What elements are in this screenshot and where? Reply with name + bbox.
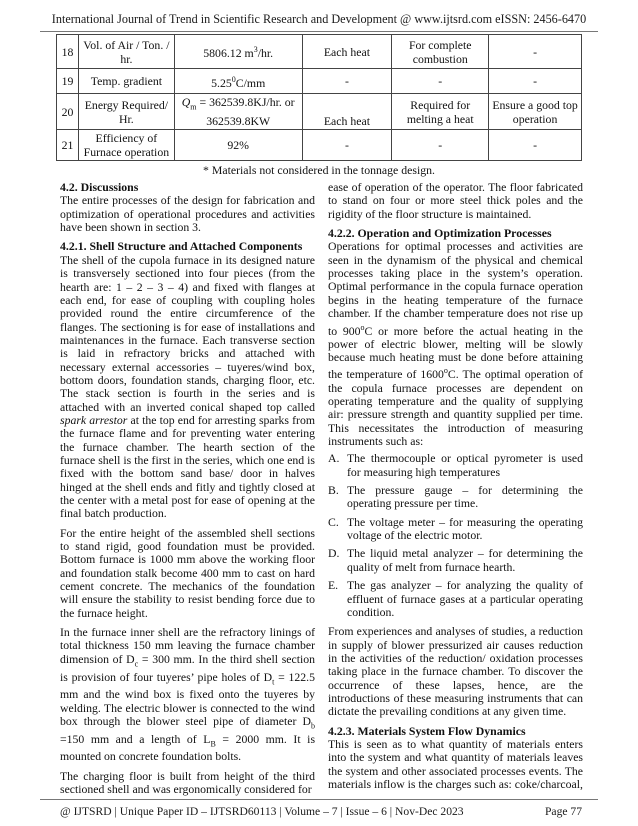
remark-cell: Required for melting a heat (392, 94, 489, 130)
value-superscript: 3 (253, 45, 258, 55)
section-heading-4-2-2: 4.2.2. Operation and Optimization Processes (328, 226, 552, 241)
list-item (328, 516, 583, 543)
section-heading-4-2-3: 4.2.3. Materials System Flow Dynamics (328, 723, 526, 738)
superscript: o (360, 322, 365, 332)
text-run: The shell of the cupola furnace in its designed nature is transversely sectioned into four pieces (from the hearth are: 1 – 2 – 3 – 4) and fixed with flanges at each end, for ease of coupling with coupling holes provided round the entire circumference of the flanges. The sectioning is for ease of installations and maintenances in the furnace. Each transverse section is laid in refractory bricks and attached with necessary external accessories – tuyeres/wind box, bottom doors, foundation stands, charging floor, etc. The stack section is fourth in the series and is attached with an inverted conical shaped top called (60, 253, 315, 414)
capacity-cell: Each heat (302, 35, 392, 69)
parameter-cell: Vol. of Air / Ton. / hr. (78, 35, 174, 69)
suggestion-cell: - (489, 35, 582, 69)
left-column (60, 181, 315, 802)
list-item (328, 547, 583, 574)
value-cell (174, 35, 302, 69)
value-cell: 92% (174, 130, 302, 161)
value-text: 5.25 (211, 75, 232, 90)
header-rule (40, 31, 598, 32)
section-heading-4-2: 4.2. Discussions (60, 180, 139, 194)
text-run: C. The optimal operation of the copula furnace processes are dependent on operating temperature and the quality of supplying air: pressure strength and quantity supplied per time. This necessitates the introduction of measuring instruments such as: (328, 368, 584, 449)
value-unit: /hr. (257, 45, 274, 60)
parameter-cell: Energy Required/ Hr. (78, 94, 174, 130)
table-row (57, 35, 582, 69)
list-item (328, 579, 583, 619)
text-run: =150 mm and a length of L (60, 732, 211, 746)
page-footer (60, 805, 582, 818)
paragraph (60, 626, 315, 763)
suggestion-cell: Ensure a good top operation (489, 94, 582, 130)
italic-term: spark arrestor (60, 413, 128, 427)
value-cell (174, 94, 302, 130)
table-footnote: * Materials not considered in the tonnage design. (203, 163, 435, 177)
paragraph: From experiences and analyses of studies, a reduction in supply of blower pressurized air causes reduction in the activities of the reduction/ oxidation processes taking place in the furnace chamber. To discover the occurrence of these lapses, hence, are the introductions of these measuring instruments that can dictate the prevailing conditions at any given time. (328, 625, 583, 719)
list-text: The voltage meter – for measuring the operating voltage of the electric motor. (347, 515, 583, 543)
value-unit: C/mm (235, 75, 266, 90)
superscript: o (443, 366, 448, 376)
text-run: = 2000 mm. It is mounted on concrete foundation bolts. (60, 732, 316, 764)
list-marker: E. (328, 579, 339, 593)
text-run: = 300 mm. In the third shell section is provision of four tuyeres’ pipe holes of D (60, 652, 316, 684)
suggestion-cell: - (489, 130, 582, 161)
value-superscript: 0 (231, 74, 236, 84)
footer-info: @ IJTSRD | Unique Paper ID – IJTSRD60113 | Volume – 7 | Issue – 6 | Nov-Dec 2023 (60, 805, 464, 818)
list-marker: A. (328, 452, 340, 466)
list-marker: B. (328, 484, 339, 498)
paragraph: This is seen as to what quantity of materials enters into the system and what quantity of materials leaves the system and other associated processes events. The materials inflow is the charges such as: coke/charcoal, (328, 738, 583, 792)
table-row (57, 130, 582, 161)
value-text: 5806.12 m (203, 45, 254, 60)
list-text: The liquid metal analyzer – for determining the quality of melt from furnace hearth. (347, 547, 583, 574)
capacity-cell: - (302, 69, 392, 94)
page-number: Page 77 (544, 805, 582, 818)
right-column (328, 181, 583, 797)
capacity-cell: - (302, 130, 392, 161)
value-text: = 362539.8KJ/hr. or (196, 95, 295, 109)
text-run: C or more before the actual heating in the power of electric blower, melting will be slowly because much heating must be done before attaining the temperature of 1600 (328, 324, 583, 382)
list-item (328, 452, 583, 479)
parameter-cell: Efficiency of Furnace operation (78, 130, 174, 161)
row-number: 20 (57, 94, 79, 130)
list-text: The gas analyzer – for analyzing the quality of effluent of furnace gases at a particular operating condition. (347, 579, 583, 619)
paragraph: ease of operation of the operator. The floor fabricated to stand on four or more steel thick poles and the rigidity of the floor structure is maintained. (328, 181, 583, 221)
row-number: 18 (57, 35, 79, 69)
paragraph (60, 254, 315, 521)
row-number: 21 (57, 130, 79, 161)
row-number: 19 (57, 69, 79, 94)
table-row (57, 94, 582, 130)
remark-cell: - (392, 130, 489, 161)
text-run: = 122.5 mm and the wind box is fixed onto the tuyeres by welding. The electric blower is connected to the wind box through the blower steel pipe of diameter D (60, 670, 315, 728)
parameters-table (56, 34, 582, 161)
remark-cell: For complete combustion (392, 35, 489, 69)
subscript: b (311, 721, 315, 731)
list-marker: D. (328, 547, 340, 561)
subscript: t (272, 676, 275, 686)
value-cell (174, 69, 302, 94)
value-subscript: m (190, 102, 197, 112)
list-marker: C. (328, 515, 339, 529)
paragraph: For the entire height of the assembled shell sections to stand rigid, good foundation must be provided. Bottom furnace is 1000 mm above the working floor and foundation stalk become 400 mm to cast on hard cement concrete. The mechanics of the foundation will ensure the stability to resist bending force due to the furnace height. (60, 526, 315, 620)
footer-rule (40, 799, 598, 800)
subscript: B (210, 738, 216, 748)
list-text: The thermocouple or optical pyrometer is used for measuring high temperatures (347, 452, 583, 479)
instrument-list (328, 452, 583, 619)
list-item (328, 484, 583, 511)
value-text-line2: 362539.8KW (206, 114, 271, 129)
remark-cell: - (392, 69, 489, 94)
capacity-cell: Each heat (302, 94, 392, 130)
text-run: Operations for optimal processes and activities are seen in the dynamism of the physical and chemical processes taking place in the system’s operation. Optimal performance in the copula furnace operation begins in the heating temperature of the furnace chamber. If the chamber temperature does not rise up to 900 (328, 240, 583, 338)
subscript: c (134, 659, 139, 669)
paragraph: The entire processes of the design for fabrication and optimization of operational procedures and activities have been shown in section 3. (60, 194, 315, 235)
suggestion-cell: - (489, 69, 582, 94)
list-text: The pressure gauge – for determining the operating pressure per time. (347, 484, 583, 511)
journal-header: International Journal of Trend in Scientific Research and Development @ www.ijtsrd.com eISSN: 2456-6470 (51, 12, 587, 26)
text-run: at the top end for arresting sparks from the furnace flame and for preventing water entering the furnace chamber. The hearth section of the furnace shell is the first in the series, which one end is fixed with the bottom sand base/ door in halves hinged at the shell ends and fitly and tightly closed at the center with a metal post for ease of opening at the final batch production. (60, 413, 315, 521)
table-row (57, 69, 582, 94)
paragraph: The charging floor is built from height of the third sectioned shell and was ergonomically considered for (60, 769, 315, 796)
parameter-cell: Temp. gradient (78, 69, 174, 94)
section-heading-4-2-1: 4.2.1. Shell Structure and Attached Components (60, 239, 303, 254)
value-symbol: Q (181, 95, 191, 109)
text-run: In the furnace inner shell are the refractory linings of total thickness 150 mm leaving the furnace chamber dimension of D (60, 626, 315, 666)
paragraph (328, 240, 583, 448)
